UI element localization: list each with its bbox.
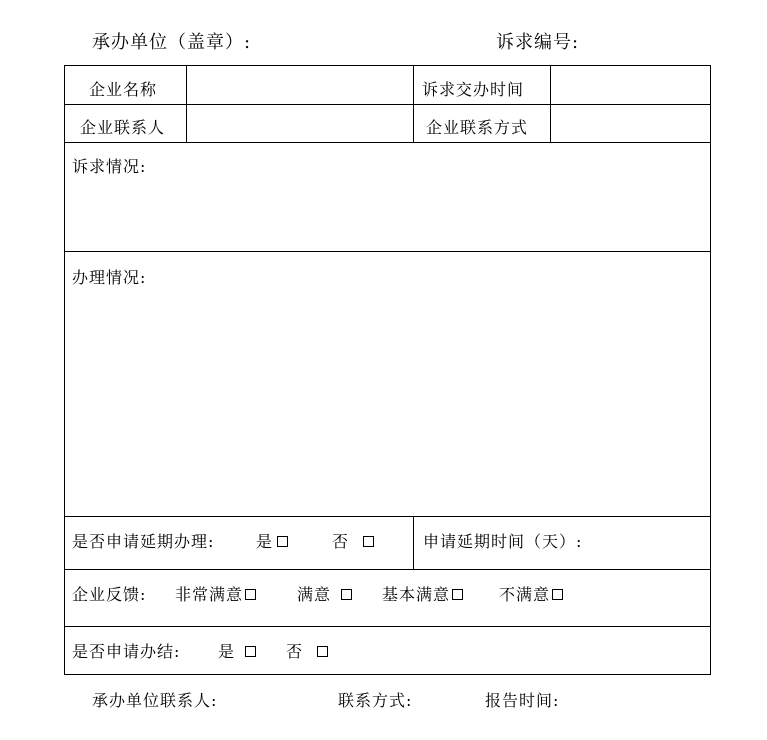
checkbox[interactable] (552, 589, 563, 600)
contact-method-label: 企业联系方式 (426, 118, 529, 137)
close-question-label: 是否申请办结: (72, 642, 181, 661)
extension-yes-option[interactable] (256, 529, 288, 552)
column-divider (413, 66, 414, 142)
undertaking-unit-label: 承办单位（盖章）: (92, 32, 252, 53)
contact-method-footer-label: 联系方式: (338, 691, 413, 710)
checkbox[interactable] (452, 589, 463, 600)
checkbox[interactable] (245, 646, 256, 657)
handling-details-label: 办理情况: (72, 268, 147, 287)
option-label: 不满意 (499, 585, 551, 604)
checkbox[interactable] (341, 589, 352, 600)
company-name-label: 企业名称 (89, 80, 158, 99)
row-divider (65, 142, 710, 143)
option-label: 否 (332, 532, 350, 551)
feedback-satisfied-option[interactable] (297, 582, 352, 605)
contact-person-field[interactable] (187, 105, 412, 141)
contact-method-field[interactable] (551, 105, 709, 141)
row-divider (65, 516, 710, 517)
option-label: 是 (256, 532, 274, 551)
option-label: 满意 (297, 585, 332, 604)
checkbox[interactable] (277, 536, 288, 547)
row-divider (65, 251, 710, 252)
checkbox[interactable] (363, 536, 374, 547)
feedback-label: 企业反馈: (72, 585, 147, 604)
handover-time-field[interactable] (551, 67, 709, 103)
appeal-number-label: 诉求编号: (496, 32, 580, 53)
unit-contact-label: 承办单位联系人: (92, 691, 218, 710)
option-label: 否 (286, 642, 304, 661)
option-label: 基本满意 (382, 585, 451, 604)
checkbox[interactable] (317, 646, 328, 657)
feedback-very-satisfied-option[interactable] (175, 582, 256, 605)
company-name-field[interactable] (187, 67, 412, 103)
column-divider (413, 516, 414, 569)
close-yes-option[interactable] (218, 639, 256, 662)
extension-no-option[interactable] (332, 529, 374, 552)
checkbox[interactable] (245, 589, 256, 600)
appeal-details-field[interactable] (66, 176, 709, 250)
appeal-form-table (64, 65, 711, 675)
extension-question-label: 是否申请延期办理: (72, 532, 215, 551)
report-time-label: 报告时间: (485, 691, 560, 710)
handling-details-field[interactable] (66, 288, 709, 514)
feedback-dissatisfied-option[interactable] (499, 582, 563, 605)
row-divider (65, 569, 710, 570)
contact-person-label: 企业联系人 (80, 118, 166, 137)
extension-days-label: 申请延期时间（天）: (423, 532, 583, 551)
feedback-basically-satisfied-option[interactable] (382, 582, 463, 605)
row-divider (65, 626, 710, 627)
appeal-details-label: 诉求情况: (72, 157, 147, 176)
close-no-option[interactable] (286, 639, 328, 662)
option-label: 非常满意 (175, 585, 244, 604)
option-label: 是 (218, 642, 236, 661)
handover-time-label: 诉求交办时间 (422, 80, 525, 99)
